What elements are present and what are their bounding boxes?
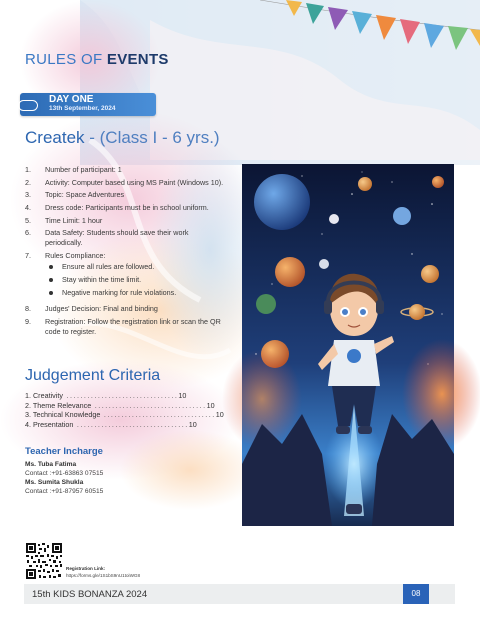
- compliance-item: Ensure all rules are followed.: [45, 262, 225, 272]
- rule-text: Dress code: Participants must be in school uniform.: [45, 203, 209, 213]
- rule-number: 5.: [25, 215, 31, 225]
- criterion-row: 4. Presentation ................................ 10: [25, 419, 197, 429]
- page-footer: [24, 584, 455, 604]
- rules-list: [25, 165, 225, 339]
- rule-number: 3.: [25, 190, 31, 200]
- teacher-contact: Contact :+91-87957 60515: [25, 488, 104, 495]
- judgement-list: [25, 391, 224, 429]
- rule-number: 9.: [25, 317, 31, 326]
- rule-item: [25, 178, 225, 188]
- compliance-list: [45, 262, 225, 298]
- criterion-label: 3. Technical Knowledge: [25, 410, 101, 420]
- page-number: 08: [403, 584, 429, 604]
- teacher-name: Ms. Tuba Fatima: [25, 461, 77, 468]
- title-bold: EVENTS: [106, 51, 169, 68]
- criterion-row: 2. Theme Relevance ................................ 10: [25, 400, 215, 410]
- criterion-points: 10: [215, 410, 224, 420]
- rule-number: 8.: [25, 304, 31, 314]
- teacher-list: [25, 460, 103, 496]
- title-light: RULES OF: [25, 51, 103, 68]
- criterion-points: 10: [206, 400, 215, 410]
- event-name: Createk: [25, 128, 85, 147]
- rule-item: [25, 317, 225, 336]
- criterion-label: 4. Presentation: [25, 419, 74, 429]
- rule-number: 4.: [25, 203, 31, 213]
- registration-link[interactable]: https://forms.gle/1S1bS9nU1toiWG8: [66, 573, 141, 578]
- rule-item: [25, 216, 225, 226]
- page-title: [25, 51, 169, 68]
- space-adventure-illustration: [242, 164, 454, 526]
- qr-code-icon[interactable]: [25, 542, 63, 580]
- rule-number: 6.: [25, 228, 31, 238]
- teacher-title: Teacher Incharge: [25, 446, 103, 457]
- rule-item: [25, 251, 225, 302]
- day-label: DAY ONE: [49, 94, 94, 105]
- criterion-points: 10: [188, 419, 197, 429]
- rule-text: Activity: Computer based using MS Paint (Windows 10).: [45, 177, 224, 187]
- rule-text: Number of participant: 1: [45, 165, 122, 174]
- rule-number: 2.: [25, 177, 31, 187]
- pill-icon: [18, 100, 38, 111]
- teacher-contact: Contact :+91-63863 07515: [25, 470, 104, 477]
- rule-text: Judges' Decision: Final and binding: [45, 304, 158, 314]
- rule-number: 7.: [25, 250, 31, 260]
- compliance-item: Negative marking for rule violations.: [45, 288, 225, 298]
- rule-item: [25, 203, 225, 213]
- registration-label: Registration Link:: [66, 566, 106, 571]
- rule-text: Topic: Space Adventures: [45, 190, 125, 200]
- astronaut-kid-image: [242, 164, 454, 526]
- rule-text: Data Safety: Students should save their work periodically.: [45, 228, 189, 247]
- event-subtitle: - (Class I - 6 yrs.): [84, 128, 220, 147]
- teacher-name: Ms. Sumita Shukla: [25, 479, 84, 486]
- rule-item: [25, 228, 225, 247]
- day-date: 13th September, 2024: [49, 105, 116, 112]
- event-title: [25, 128, 220, 148]
- bullet-icon: [49, 291, 53, 295]
- footer-title: 15th KIDS BONANZA 2024: [32, 589, 148, 600]
- bullet-icon: [49, 265, 53, 269]
- day-badge: [20, 93, 156, 116]
- criterion-label: 1. Creativity: [25, 391, 63, 400]
- judgement-title: Judgement Criteria: [25, 367, 161, 384]
- compliance-item: Stay within the time limit.: [45, 275, 225, 285]
- criterion-row: 1. Creativity ................................ 10: [25, 391, 187, 400]
- rule-number: 1.: [25, 165, 31, 174]
- criterion-points: 10: [178, 391, 187, 400]
- criterion-label: 2. Theme Relevance: [25, 400, 92, 410]
- rule-item: [25, 165, 225, 175]
- rule-text: Registration: Follow the registration link or scan the QR code to register.: [45, 317, 221, 336]
- bullet-icon: [49, 278, 53, 282]
- rule-item: [25, 190, 225, 200]
- rule-text: Time Limit: 1 hour: [45, 215, 103, 225]
- rule-item: [25, 304, 225, 314]
- rule-text: Rules Compliance:: [45, 250, 106, 260]
- criterion-row: 3. Technical Knowledge ................................ 10: [25, 410, 224, 420]
